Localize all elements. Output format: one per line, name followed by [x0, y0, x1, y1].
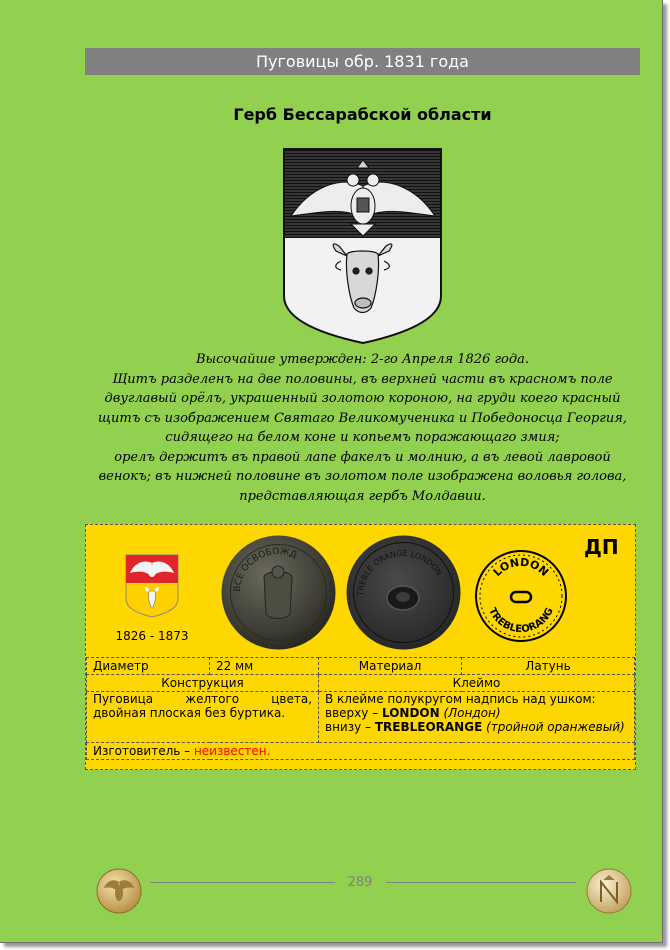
stamp-description [319, 692, 635, 743]
section-title: Герб Бессарабской области [233, 105, 492, 124]
description-line: венокъ; въ нижней половине въ золотом поле изображена воловья голова, [98, 469, 627, 484]
page-number: 289 [347, 875, 373, 890]
table-row [87, 658, 635, 675]
stamp-intro: В клейме полукругом надпись над ушком: [325, 692, 596, 706]
card-images [86, 525, 635, 657]
details-table [86, 657, 635, 760]
button-front-text: ВСЕ ОСВОБОЖД [232, 546, 299, 593]
description-line: Высочайше утвержден: 2-го Апреля 1826 года. [195, 352, 529, 367]
maker-cell [87, 743, 635, 760]
diameter-label: Диаметр [87, 658, 210, 675]
description-line: орелъ держитъ въ правой лапе факелъ и молнию, а въ левой лавровой [114, 449, 611, 465]
stamp-line-prefix: внизу – [325, 720, 375, 734]
description-line: Щитъ разделенъ на две половины, въ верхней части въ красномъ поле [112, 371, 613, 387]
table-row [87, 692, 635, 743]
construction-text: Пуговица желтого цвета, двойная плоская без буртика. [87, 692, 319, 743]
table-row [87, 675, 635, 692]
button-back-image [345, 534, 462, 651]
stamp-header: Клеймо [319, 675, 635, 692]
description-line: щитъ съ изображением Святаго Великомученика и Победоносца Георгия, [98, 410, 627, 426]
years-label: 1826 - 1873 [115, 629, 189, 643]
imperial-eagle-medallion-icon [96, 868, 142, 914]
stamp-bottom-text: TREBLEORANG [486, 606, 556, 636]
stamp-translation: (тройной оранжевый) [482, 720, 625, 734]
button-back-text: TREBLE ORANGE LONDON [355, 548, 444, 597]
catalog-code: ДП [584, 535, 619, 559]
construction-header: Конструкция [87, 675, 319, 692]
stamp-line-top [325, 706, 628, 720]
coat-of-arms-image [281, 146, 444, 346]
page-title: Пуговицы обр. 1831 года [85, 48, 640, 75]
description-line: сидящего на белом коне и копьемъ поражающаго змия; [165, 430, 560, 445]
maker-value: неизвестен. [193, 744, 271, 758]
button-card [85, 524, 636, 770]
stamp-translation: (Лондон) [439, 706, 501, 720]
stamp-word-london: LONDON [381, 706, 440, 720]
table-row [87, 743, 635, 760]
maker-label: Изготовитель – [93, 744, 194, 758]
material-label: Материал [319, 658, 462, 675]
description-text [80, 350, 645, 506]
small-coat-of-arms-icon [124, 553, 180, 619]
stamp-top-text: LONDON [490, 555, 552, 579]
footer-divider [386, 882, 576, 883]
description-line: представляющая гербъ Молдавии. [239, 488, 486, 504]
button-front-image [220, 534, 337, 651]
footer-divider [150, 882, 335, 883]
maker-stamp-image [473, 548, 569, 644]
monogram-medallion-icon [586, 868, 632, 914]
stamp-line-bottom [325, 720, 628, 734]
stamp-word-trebleorange: TREBLEORANGE [374, 720, 483, 734]
diameter-value: 22 мм [210, 658, 319, 675]
description-line: двуглавый орёлъ, украшенный золотою короною, на груди коего красный [104, 391, 621, 406]
stamp-line-prefix: вверху – [325, 706, 382, 720]
material-value: Латунь [462, 658, 635, 675]
